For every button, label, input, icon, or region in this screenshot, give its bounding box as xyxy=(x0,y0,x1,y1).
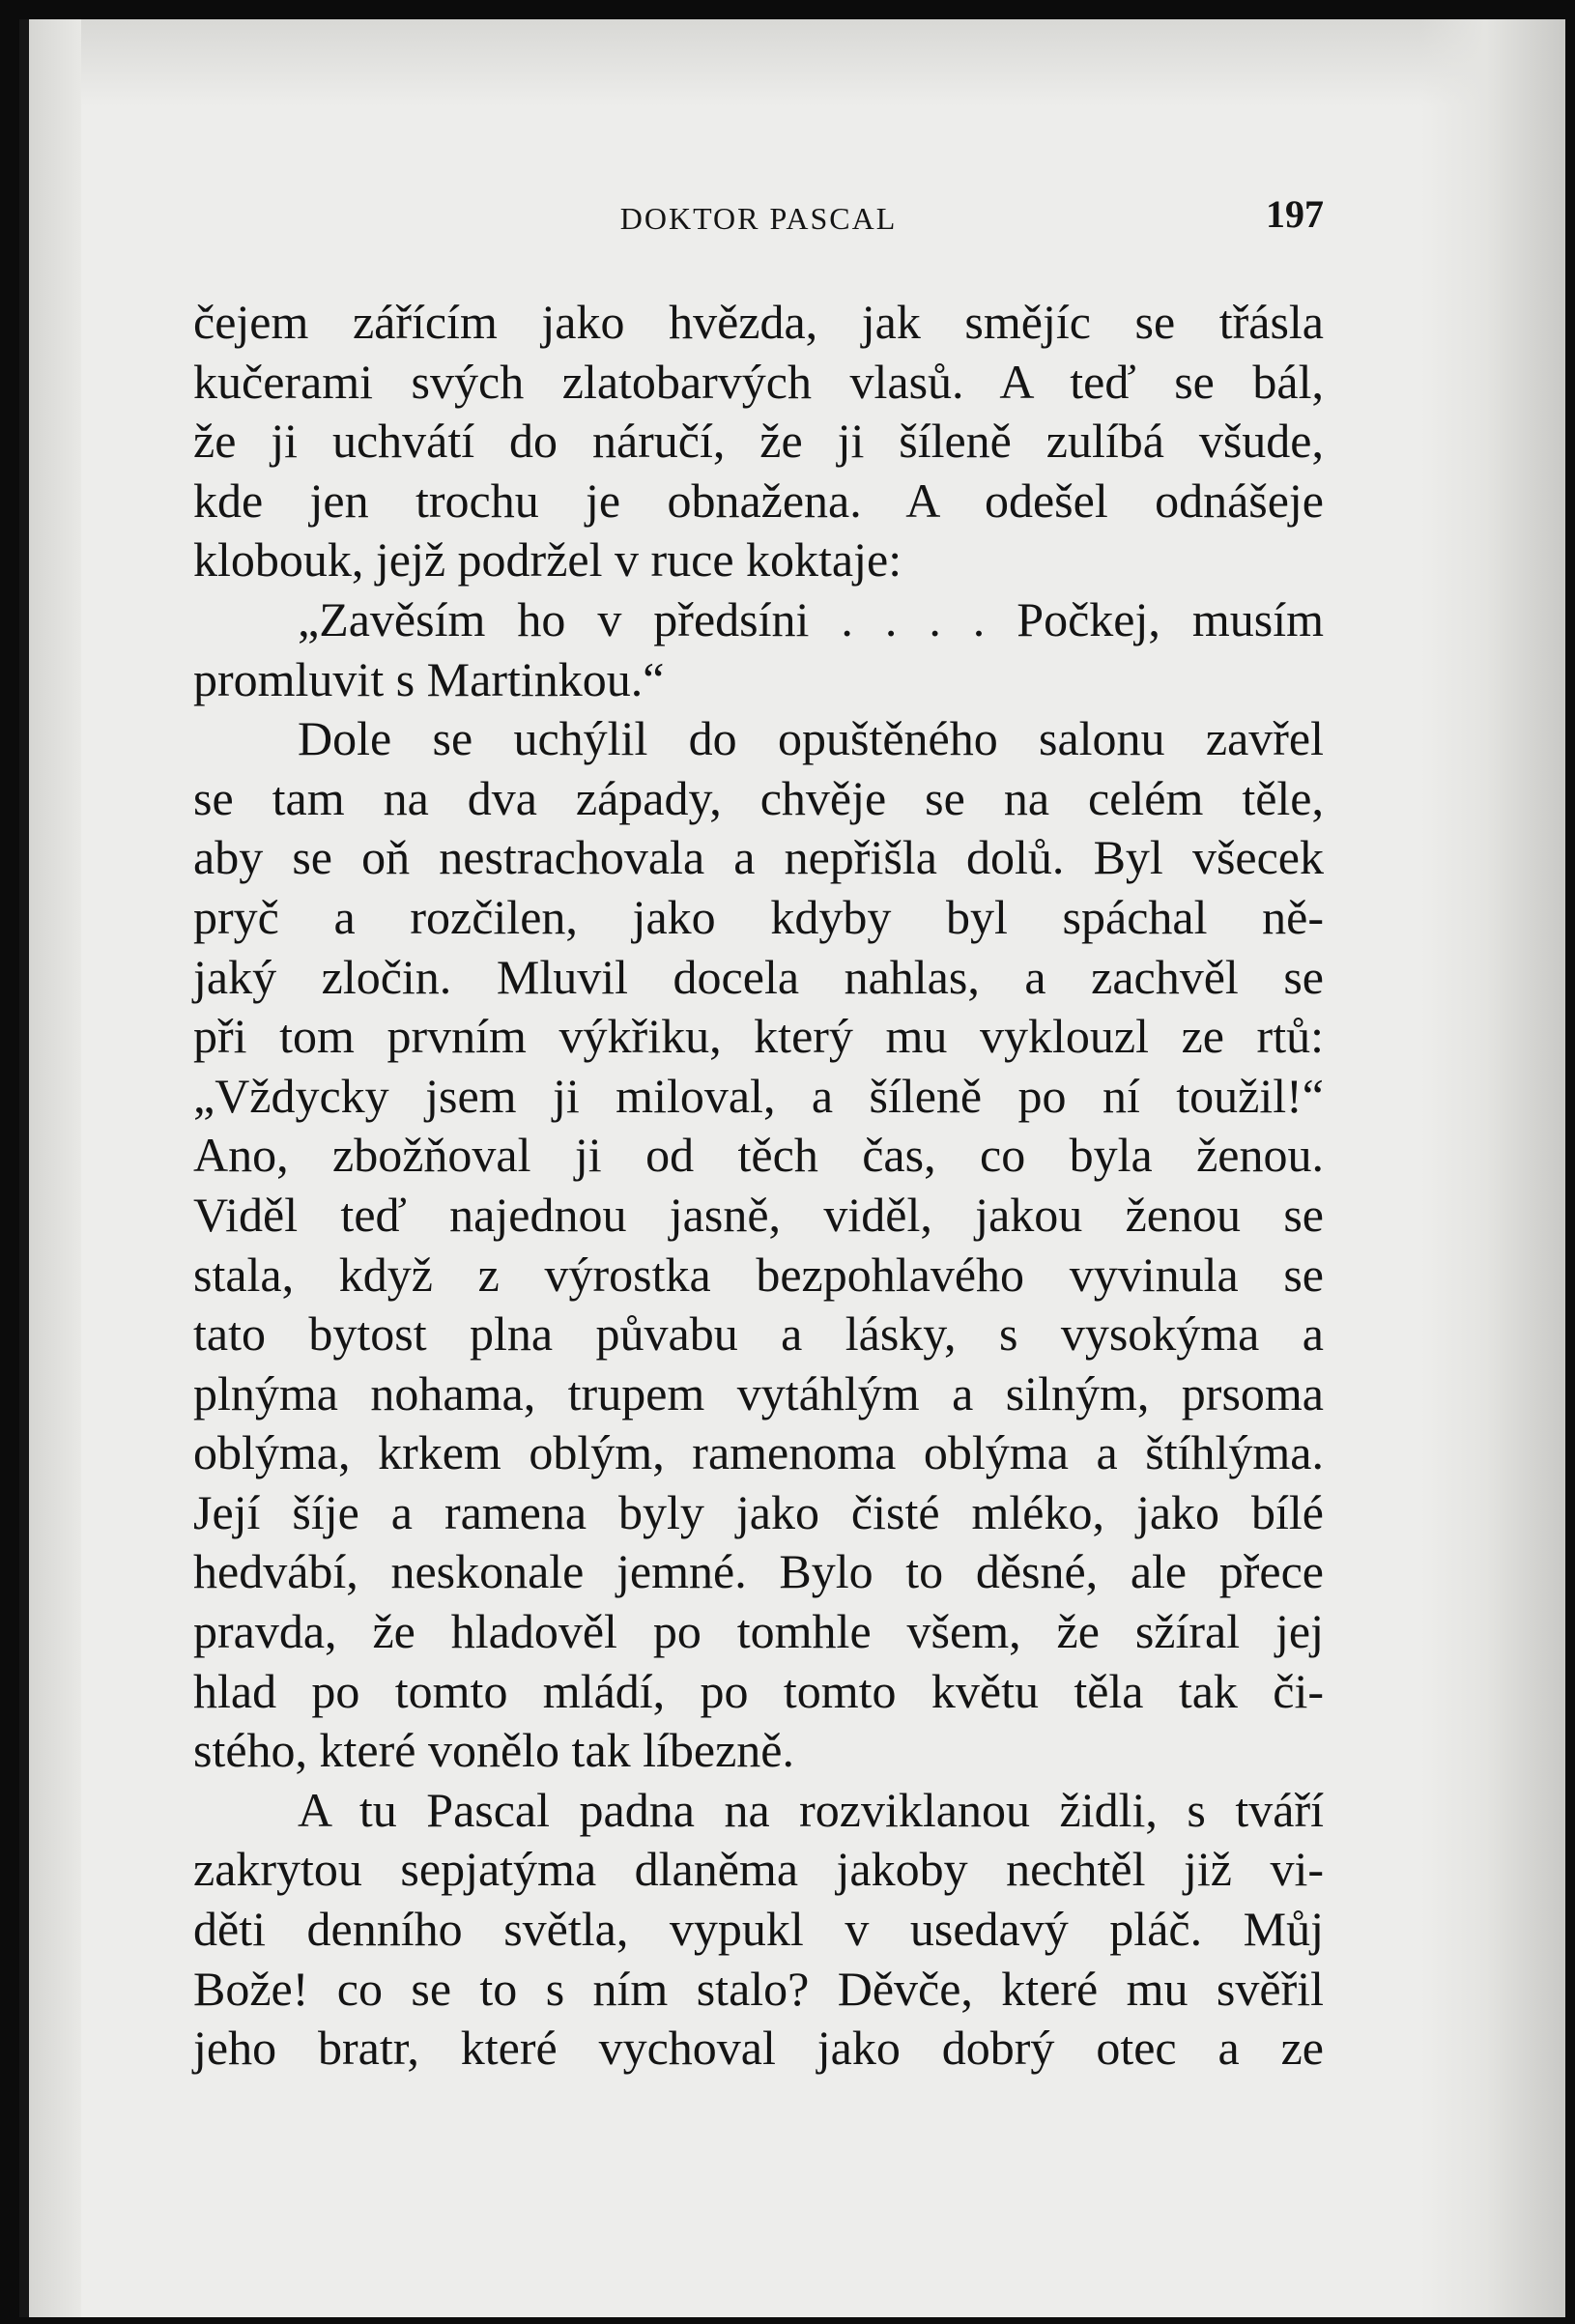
text-line: stala, když z výrostka bezpohlavého vyvinula se xyxy=(193,1247,1324,1302)
text-line: „Vždycky jsem ji miloval, a šíleně po ní toužil!“ xyxy=(193,1068,1324,1123)
text-line: že ji uchvátí do náručí, že ji šíleně zulíbá všude, xyxy=(193,414,1324,469)
text-line: promluvit s Martinkou.“ xyxy=(193,651,665,706)
text-line: klobouk, jejž podržel v ruce koktaje: xyxy=(193,532,902,588)
text-line: A tu Pascal padna na rozviklanou židli, s tváří xyxy=(298,1782,1324,1837)
text-line: jaký zločin. Mluvil docela nahlas, a zachvěl se xyxy=(193,949,1324,1004)
running-title: DOKTOR PASCAL xyxy=(619,201,898,236)
running-head xyxy=(193,184,1324,234)
text-line: pravda, že hladověl po tomhle všem, že sžíral jej xyxy=(193,1604,1324,1659)
body-text xyxy=(193,293,1324,2079)
text-line: Dole se uchýlil do opuštěného salonu zavřel xyxy=(298,711,1324,766)
text-line: oblýma, krkem oblým, ramenoma oblýma a štíhlýma. xyxy=(193,1425,1324,1480)
text-line: pryč a rozčilen, jako kdyby byl spáchal ně- xyxy=(193,889,1324,944)
top-shadow xyxy=(19,19,1565,106)
text-line: děti denního světla, vypukl v usedavý pláč. Můj xyxy=(193,1902,1324,1957)
edge-shadow xyxy=(1420,19,1565,2317)
scanned-page xyxy=(19,19,1565,2317)
text-line: zakrytou sepjatýma dlaněma jakoby nechtěl již vi- xyxy=(193,1842,1324,1897)
text-line: jeho bratr, které vychoval jako dobrý otec a ze xyxy=(193,2021,1324,2076)
text-line: Její šíje a ramena byly jako čisté mléko, jako bílé xyxy=(193,1484,1324,1539)
text-line: „Zavěsím ho v předsíni . . . . Počkej, musím xyxy=(298,591,1324,646)
text-line: kde jen trochu je obnažena. A odešel odnášeje xyxy=(193,473,1324,528)
text-line: Ano, zbožňoval ji od těch čas, co byla ženou. xyxy=(193,1128,1324,1183)
text-line: při tom prvním výkřiku, který mu vyklouzl ze rtů: xyxy=(193,1009,1324,1064)
text-line: Viděl teď najednou jasně, viděl, jakou ženou se xyxy=(193,1187,1324,1242)
page-number: 197 xyxy=(1266,192,1324,236)
text-line: hedvábí, neskonale jemné. Bylo to děsné, ale přece xyxy=(193,1544,1324,1599)
text-line: Bože! co se to s ním stalo? Děvče, které mu svěřil xyxy=(193,1961,1324,2016)
text-line: kučerami svých zlatobarvých vlasů. A teď se bál, xyxy=(193,354,1324,409)
text-line: se tam na dva západy, chvěje se na celém těle, xyxy=(193,770,1324,825)
text-line: aby se oň nestrachovala a nepřišla dolů. Byl všecek xyxy=(193,830,1324,885)
text-line: plnýma nohama, trupem vytáhlým a silným, prsoma xyxy=(193,1365,1324,1420)
book-spine-edge xyxy=(19,19,29,2317)
text-line: čejem zářícím jako hvězda, jak smějíc se třásla xyxy=(193,295,1324,349)
text-line: hlad po tomto mládí, po tomto květu těla tak či- xyxy=(193,1663,1324,1718)
text-line: stého, které vonělo tak líbezně. xyxy=(193,1723,794,1778)
text-line: tato bytost plna půvabu a lásky, s vysokýma a xyxy=(193,1306,1324,1362)
